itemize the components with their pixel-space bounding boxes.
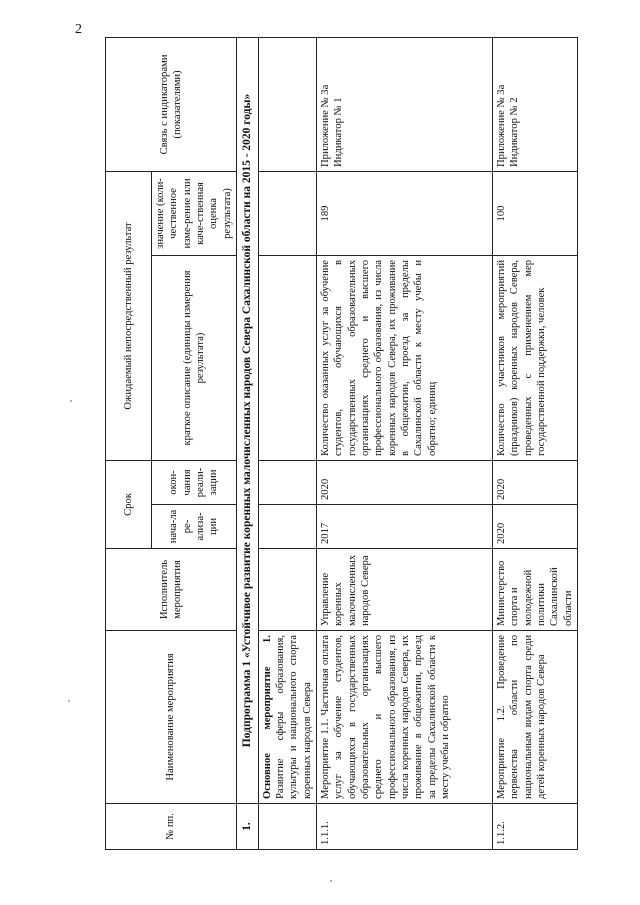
row-name: [258, 631, 316, 804]
row-name-text: Развитие сферы образования, культуры и национального спорта коренных народов Севера: [274, 635, 313, 799]
header-result-value: значение (коли-чественное изме-рение или каче-ственная оценка результата): [152, 171, 237, 255]
row-name: Мероприятие 1.1. Частичная оплата услуг за обучение студентов, обучающихся в государственных образовательных организациях среднего и высшего профессионального образования, из числа коренных народов Севера, их проживание в общежитии, проезд за пределы Сахалинской области к месту учебы и обратно: [316, 631, 492, 804]
row-start: 2020: [492, 505, 577, 549]
subprogram-no: 1.: [237, 804, 258, 850]
row-value: 100: [492, 171, 577, 255]
page-number: 2: [75, 22, 82, 37]
row-link: Приложение № 3а Индикатор № 1: [316, 37, 492, 171]
row-value: [258, 171, 316, 255]
table-row: [492, 37, 577, 849]
header-name: Наименование мероприятия: [106, 631, 237, 804]
rotated-table-container: [105, 38, 574, 850]
scan-speck: [68, 700, 70, 702]
row-executor: Министерство спорта и молодежной политики Сахалинской области: [492, 549, 577, 631]
row-end: 2020: [316, 461, 492, 505]
row-executor: [258, 549, 316, 631]
header-executor: Исполнитель мероприятия: [106, 549, 237, 631]
row-name-heading: Основное мероприятие 1.: [261, 635, 273, 799]
header-term-start: нача-ла ре-ализа-ции: [152, 505, 237, 549]
row-desc: Количество участников мероприятий (праздников) коренных народов Севера, проведенных с применением мер государственной поддержки, человек: [492, 256, 577, 461]
subprogram-title: Подпрограмма 1 «Устойчивое развитие коренных малочисленных народов Севера Сахалинской области на 2015 - 2020 годы»: [237, 37, 258, 803]
measures-table: [105, 37, 578, 850]
row-desc: Количество оказанных услуг за обучение студентов, обучающихся в государственных образовательных организациях среднего и высшего профессионального образования, из числа коренных народов Севера, их проживание в общежитии, проезд за пределы Сахалинской области к месту учебы и обратно; единиц: [316, 256, 492, 461]
row-start: [258, 505, 316, 549]
row-no: [258, 804, 316, 850]
row-end: 2020: [492, 461, 577, 505]
table-row: [316, 37, 492, 849]
row-no: 1.1.1.: [316, 804, 492, 850]
row-link: [258, 37, 316, 171]
header-link: Связь с индикаторами (показателями): [106, 37, 237, 171]
row-end: [258, 461, 316, 505]
scan-speck: [70, 400, 72, 402]
table-row: [258, 37, 316, 849]
row-start: 2017: [316, 505, 492, 549]
row-no: 1.1.2.: [492, 804, 577, 850]
header-term-end: окон-чания реали-зации: [152, 461, 237, 505]
row-name: Мероприятие 1.2. Проведение первенства области по национальным видам спорта среди детей коренных народов Севера: [492, 631, 577, 804]
row-desc: [258, 256, 316, 461]
row-executor: Управление коренных малочисленных народов Севера: [316, 549, 492, 631]
row-value: 189: [316, 171, 492, 255]
header-no: № пп.: [106, 804, 237, 850]
header-result-desc: краткое описание (единицы измерения результата): [152, 256, 237, 461]
header-result: Ожидаемый непосредственный результат: [106, 171, 152, 460]
row-link: Приложение № 3а Индикатор № 2: [492, 37, 577, 171]
header-term: Срок: [106, 461, 152, 549]
scan-speck: [330, 880, 332, 882]
